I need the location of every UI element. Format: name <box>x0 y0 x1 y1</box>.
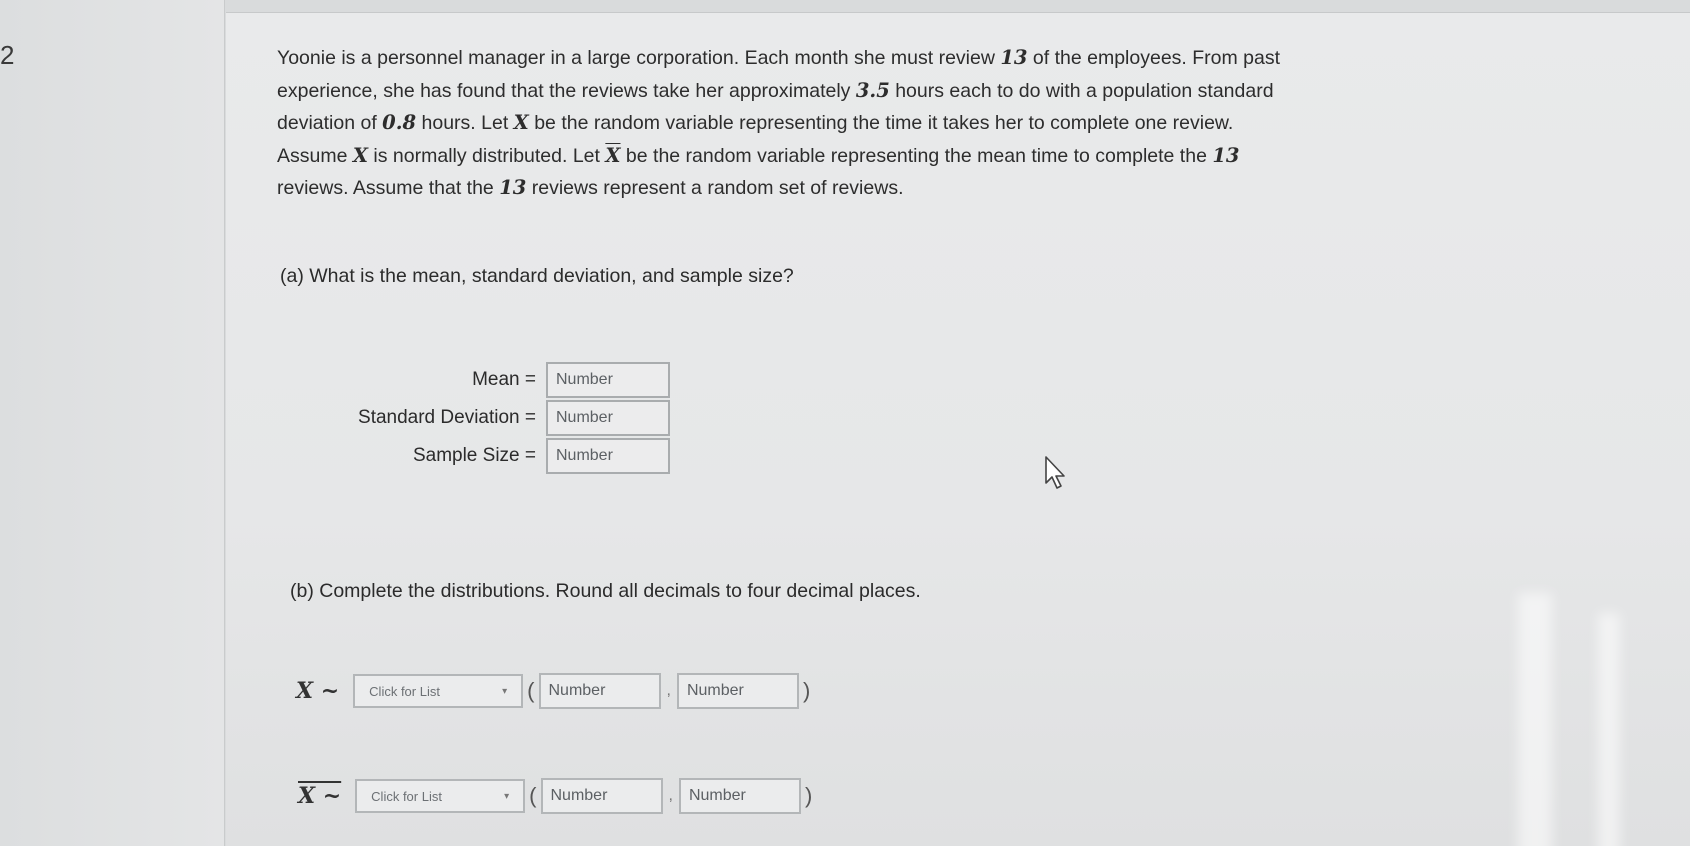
part-a-prompt: (a) What is the mean, standard deviation, and sample size? <box>280 265 794 287</box>
screen-glare <box>1518 593 1552 846</box>
xbar-param2-input[interactable]: Number <box>679 778 801 814</box>
screen-glare <box>1598 613 1620 846</box>
problem-statement: Yoonie is a personnel manager in a large corporation. Each month she must review 13 of the employees. From past experience, she has found that the reviews take her approximately 3.5 hours each to do with a population standard deviation of 0.8 hours. Let X be the random variable representing the time it takes her to complete one review. Assume X is normally distributed. Let $\overline{X}$ be the random variable representing the mean time to complete the 13 reviews. Assume that the 13 reviews represent a random set of reviews. <box>277 46 1281 199</box>
chevron-down-icon: ▾ <box>504 790 510 802</box>
comma: , <box>666 682 671 699</box>
open-paren: ( <box>529 783 537 808</box>
xbar-variable-label: X ~ <box>298 783 342 809</box>
mouse-pointer-icon <box>1044 455 1068 491</box>
mean-label: Mean = <box>472 369 536 390</box>
xbar-param1-input[interactable]: Number <box>541 778 663 814</box>
std-dev-label: Standard Deviation = <box>358 407 536 428</box>
close-paren: ) <box>802 678 811 703</box>
part-b-prompt: (b) Complete the distributions. Round all decimals to four decimal places. <box>290 580 921 602</box>
close-paren: ) <box>804 783 813 808</box>
sample-size-row <box>390 438 670 474</box>
std-dev-row <box>330 400 670 436</box>
std-dev-input[interactable]: Number <box>546 400 670 436</box>
sample-size-label: Sample Size = <box>412 445 536 466</box>
x-param1-input[interactable]: Number <box>539 673 661 709</box>
left-gutter <box>0 0 225 846</box>
open-paren: ( <box>527 678 535 703</box>
distribution-row-xbar <box>298 778 816 814</box>
x-distribution-select[interactable] <box>353 674 523 708</box>
xbar-select-placeholder: Click for List <box>371 788 442 804</box>
x-variable-label: X ~ <box>296 678 340 704</box>
xbar-distribution-select[interactable] <box>355 779 525 813</box>
distribution-row-x <box>296 673 814 709</box>
question-number: 2 <box>0 40 15 70</box>
chevron-down-icon: ▾ <box>502 685 508 697</box>
comma: , <box>668 787 673 804</box>
mean-row <box>440 362 670 398</box>
x-param2-input[interactable]: Number <box>677 673 799 709</box>
sample-size-input[interactable]: Number <box>546 438 670 474</box>
x-select-placeholder: Click for List <box>369 683 440 699</box>
mean-input[interactable]: Number <box>546 362 670 398</box>
